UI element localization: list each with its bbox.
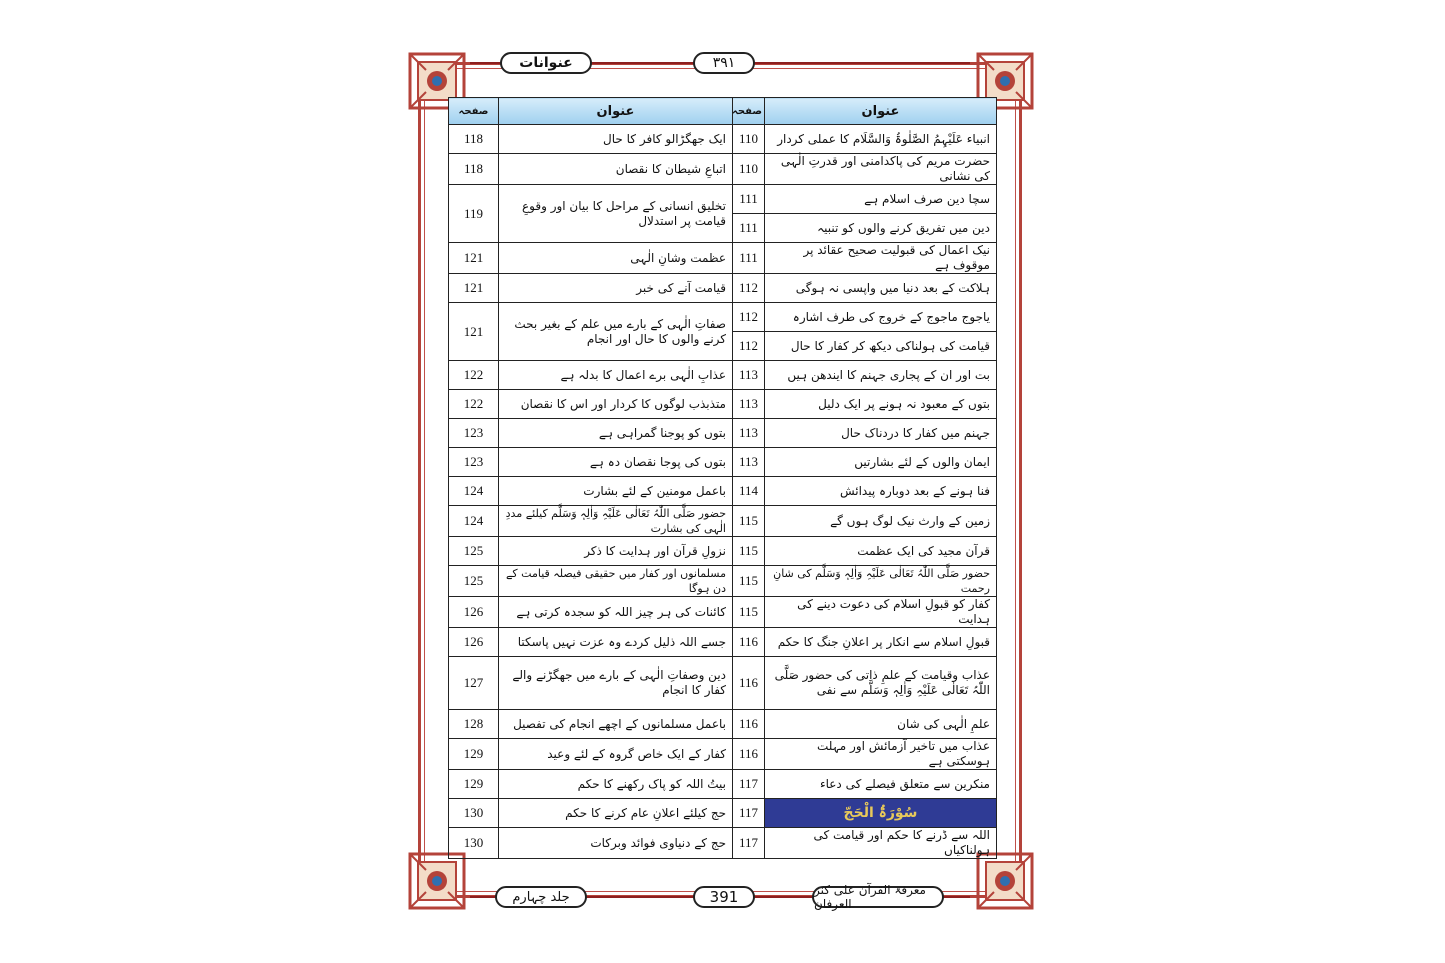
topic-cell: متذبذب لوگوں کا کردار اور اس کا نقصان: [499, 390, 733, 419]
page-cell: 130: [449, 799, 499, 828]
page-cell: 110: [733, 154, 765, 185]
topic-cell: تخلیق انسانی کے مراحل کا بیان اور وقوعِ قیامت پر استدلال: [499, 185, 733, 243]
topic-cell: یاجوج ماجوج کے خروج کی طرف اشارہ: [765, 303, 997, 332]
page-cell: 112: [733, 332, 765, 361]
table-row: [449, 628, 997, 657]
contents-table-wrapper: [448, 97, 996, 859]
page-cell: 126: [449, 628, 499, 657]
topic-cell: قیامت کی ہولناکی دیکھ کر کفار کا حال: [765, 332, 997, 361]
footer-page-number: 391: [693, 886, 755, 908]
page-cell: 115: [733, 566, 765, 597]
page-cell: 119: [449, 185, 499, 243]
topic-cell: بتوں کی پوجا نقصان دہ ہے: [499, 448, 733, 477]
page-cell: 118: [449, 125, 499, 154]
table-row: [449, 125, 997, 154]
column-header-page: صفحہ: [733, 98, 765, 125]
table-row: [449, 506, 997, 537]
page-cell: 114: [733, 477, 765, 506]
topic-cell: عظمت وشانِ الٰہی: [499, 243, 733, 274]
page-cell: 116: [733, 739, 765, 770]
page-cell: 128: [449, 710, 499, 739]
topic-cell: کفار کو قبولِ اسلام کی دعوت دینے کی ہدایت: [765, 597, 997, 628]
page-cell: 111: [733, 214, 765, 243]
page-cell: 113: [733, 419, 765, 448]
page-cell: 129: [449, 770, 499, 799]
topic-cell: صفاتِ الٰہی کے بارے میں علم کے بغیر بحث کرنے والوں کا حال اور انجام: [499, 303, 733, 361]
table-row: [449, 154, 997, 185]
page-cell: 126: [449, 597, 499, 628]
page-cell: 113: [733, 448, 765, 477]
contents-table: [448, 97, 997, 859]
topic-cell: مسلمانوں اور کفار میں حقیقی فیصلہ قیامت کے دن ہوگا: [499, 566, 733, 597]
topic-cell: بتوں کو پوجنا گمراہی ہے: [499, 419, 733, 448]
topic-cell: فنا ہونے کے بعد دوبارہ پیدائش: [765, 477, 997, 506]
topic-cell: حج کیلئے اعلانِ عام کرنے کا حکم: [499, 799, 733, 828]
page-cell: 123: [449, 419, 499, 448]
topic-cell: عذاب میں تاخیر آزمائش اور مہلت ہوسکتی ہے: [765, 739, 997, 770]
topic-cell: دین میں تفریق کرنے والوں کو تنبیہ: [765, 214, 997, 243]
page-cell: 112: [733, 274, 765, 303]
page-cell: 116: [733, 710, 765, 739]
page-cell: 116: [733, 657, 765, 710]
table-row: [449, 243, 997, 274]
page-cell: 118: [449, 154, 499, 185]
page-cell: 113: [733, 390, 765, 419]
page-cell: 112: [733, 303, 765, 332]
footer-volume: جلد چہارم: [495, 886, 587, 908]
topic-cell: کائنات کی ہر چیز اللہ کو سجدہ کرتی ہے: [499, 597, 733, 628]
topic-cell: حضور صَلَّی اللّٰہُ تَعَالٰی عَلَیْہِ وَاٰلِہٖ وَسَلَّم کیلئے مددِ الٰہی کی بشارت: [499, 506, 733, 537]
page-cell: 116: [733, 628, 765, 657]
column-header-page: صفحہ: [449, 98, 499, 125]
topic-cell: علمِ الٰہی کی شان: [765, 710, 997, 739]
table-row: [449, 419, 997, 448]
topic-cell: حضرت مریم کی پاکدامنی اور قدرتِ الٰہی کی نشانی: [765, 154, 997, 185]
topic-cell: دین وصفاتِ الٰہی کے بارے میں جھگڑنے والے کفار کا انجام: [499, 657, 733, 710]
topic-cell: منکرین سے متعلق فیصلے کی دعاء: [765, 770, 997, 799]
surah-heading: سُوْرَۃُ الْحَجّ: [765, 799, 997, 828]
page-cell: 121: [449, 303, 499, 361]
page-cell: 124: [449, 506, 499, 537]
page-cell: 122: [449, 390, 499, 419]
table-header-row: [449, 98, 997, 125]
table-row: [449, 566, 997, 597]
table-row: [449, 657, 997, 710]
page-cell: 125: [449, 537, 499, 566]
table-row: [449, 361, 997, 390]
page-cell: 121: [449, 243, 499, 274]
topic-cell: سچا دین صرف اسلام ہے: [765, 185, 997, 214]
topic-cell: زمین کے وارث نیک لوگ ہوں گے: [765, 506, 997, 537]
page-cell: 117: [733, 799, 765, 828]
page-cell: 113: [733, 361, 765, 390]
topic-cell: اتباعِ شیطان کا نقصان: [499, 154, 733, 185]
page-cell: 115: [733, 506, 765, 537]
table-row: [449, 477, 997, 506]
page-cell: 129: [449, 739, 499, 770]
page-cell: 122: [449, 361, 499, 390]
page-cell: 127: [449, 657, 499, 710]
table-row: [449, 390, 997, 419]
table-row: [449, 185, 997, 214]
topic-cell: جہنم میں کفار کا دردناک حال: [765, 419, 997, 448]
table-row: [449, 828, 997, 859]
topic-cell: نزولِ قرآن اور ہدایت کا ذکر: [499, 537, 733, 566]
topic-cell: عذابِ الٰہی برے اعمال کا بدلہ ہے: [499, 361, 733, 390]
page-cell: 115: [733, 537, 765, 566]
table-row: [449, 448, 997, 477]
topic-cell: ایک جھگڑالو کافر کا حال: [499, 125, 733, 154]
topic-cell: اللہ سے ڈرنے کا حکم اور قیامت کی ہولناکیاں: [765, 828, 997, 859]
topic-cell: جسے اللہ ذلیل کردے وہ عزت نہیں پاسکتا: [499, 628, 733, 657]
topic-cell: باعمل مسلمانوں کے اچھے انجام کی تفصیل: [499, 710, 733, 739]
page-cell: 121: [449, 274, 499, 303]
table-row: [449, 710, 997, 739]
page-cell: 125: [449, 566, 499, 597]
page-cell: 111: [733, 185, 765, 214]
column-header-topic: عنوان: [765, 98, 997, 125]
table-row: [449, 537, 997, 566]
footer-book-title: معرفۃ القرآن علی کنز العرفان: [812, 886, 944, 908]
table-row: [449, 274, 997, 303]
topic-cell: ہلاکت کے بعد دنیا میں واپسی نہ ہوگی: [765, 274, 997, 303]
table-row: [449, 597, 997, 628]
page-cell: 117: [733, 770, 765, 799]
topic-cell: کفار کے ایک خاص گروہ کے لئے وعید: [499, 739, 733, 770]
page-cell: 124: [449, 477, 499, 506]
topic-cell: عذاب وقیامت کے علمِ ذاتی کی حضور صَلَّی اللّٰہُ تَعَالٰی عَلَیْہِ وَاٰلِہٖ وَسَلَّم سے نفی: [765, 657, 997, 710]
header-title: عنوانات: [500, 52, 592, 74]
page-cell: 115: [733, 597, 765, 628]
topic-cell: بیتُ اللہ کو پاک رکھنے کا حکم: [499, 770, 733, 799]
topic-cell: بت اور ان کے پجاری جہنم کا ایندھن ہیں: [765, 361, 997, 390]
table-row: [449, 770, 997, 799]
topic-cell: ایمان والوں کے لئے بشارتیں: [765, 448, 997, 477]
topic-cell: حج کے دنیاوی فوائد وبرکات: [499, 828, 733, 859]
table-row: [449, 799, 997, 828]
page-cell: 110: [733, 125, 765, 154]
topic-cell: بتوں کے معبود نہ ہونے پر ایک دلیل: [765, 390, 997, 419]
page-cell: 117: [733, 828, 765, 859]
topic-cell: باعمل مومنین کے لئے بشارت: [499, 477, 733, 506]
topic-cell: قبولِ اسلام سے انکار پر اعلانِ جنگ کا حکم: [765, 628, 997, 657]
topic-cell: حضور صَلَّی اللّٰہُ تَعَالٰی عَلَیْہِ وَاٰلِہٖ وَسَلَّم کی شانِ رحمت: [765, 566, 997, 597]
page-cell: 130: [449, 828, 499, 859]
column-header-topic: عنوان: [499, 98, 733, 125]
topic-cell: انبیاء عَلَیْہِمُ الصَّلٰوۃُ وَالسَّلَام کا عملی کردار: [765, 125, 997, 154]
corner-ornament-icon: [974, 850, 1036, 912]
topic-cell: قرآن مجید کی ایک عظمت: [765, 537, 997, 566]
page-cell: 111: [733, 243, 765, 274]
page-cell: 123: [449, 448, 499, 477]
corner-ornament-icon: [406, 850, 468, 912]
topic-cell: نیک اعمال کی قبولیت صحیح عقائد پر موقوف ہے: [765, 243, 997, 274]
topic-cell: قیامت آنے کی خبر: [499, 274, 733, 303]
table-row: [449, 739, 997, 770]
header-page-number: ٣٩١: [693, 52, 755, 74]
table-row: [449, 303, 997, 332]
